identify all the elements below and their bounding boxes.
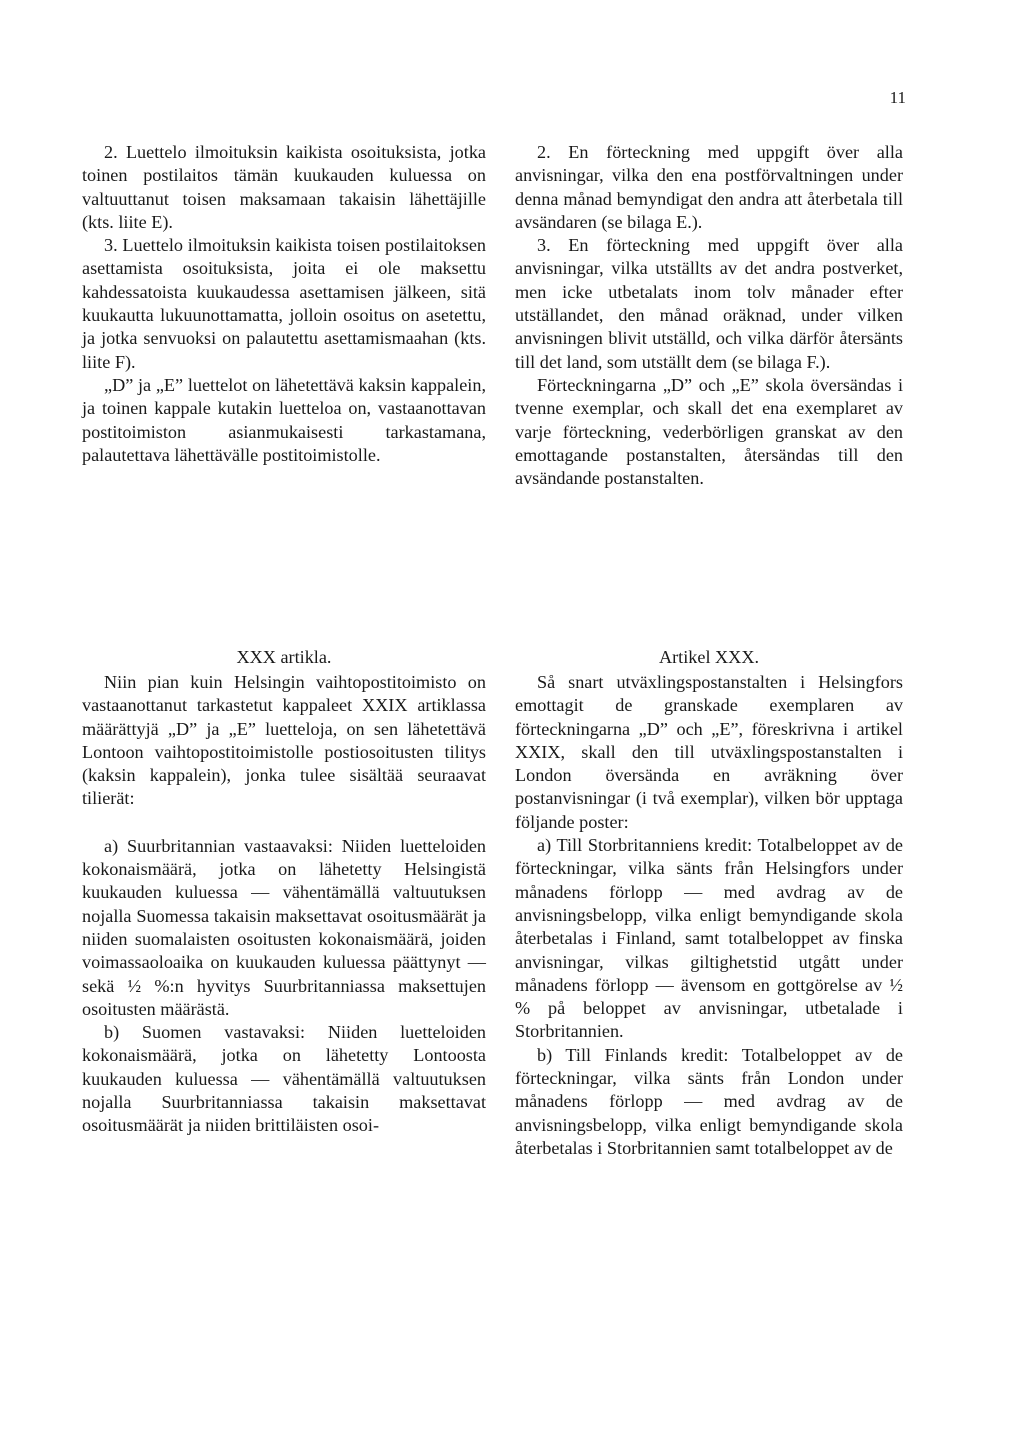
finnish-item-b: b) Suomen vastavaksi: Niiden luetteloiden kokonaismäärä, jotka on lähetetty Lontoosta kuukauden kuluessa — vähentämällä valtuutuksen nojalla Suurbritanniassa takaisin maksettavat osoitusmäärät ja niiden brittiläisten osoi- <box>82 1022 486 1136</box>
finnish-column-bottom <box>82 671 486 1138</box>
finnish-item-a: a) Suurbritannian vastaavaksi: Niiden luetteloiden kokonaismäärä, jotka on lähetetty Helsingistä kuukauden kuluessa — vähentämällä valtuutuksen nojalla Suomessa takaisin maksettavat osoitusmäärät ja niiden suomalaisten osoitusten kokonaismäärä, joiden voimassaoloaika on kuukauden kuluessa päättynyt —sekä ½ %:n hyvitys Suurbritanniassa maksettujen osoitusten määrästä. <box>82 835 486 1019</box>
finnish-paragraph-d-e: „D” ja „E” luettelot on lähetettävä kaksin kappalein, ja toinen kappale kutakin luetteloa on, vastaanottavan postitoimiston asianmukaisesti tarkastamana, palautettava lähettävälle postitoimistolle. <box>82 374 486 465</box>
finnish-paragraph-2: 2. Luettelo ilmoituksin kaikista osoituksista, jotka toinen postilaitos tämän kuukauden kuluessa on valtuuttanut toisen maksamaan takaisin lähettäjille (kts. liite E). <box>82 142 486 232</box>
swedish-paragraph-2: 2. En förteckning med uppgift över alla anvisningar, vilka den ena postförvaltningen under denna månad bemyndigat den andra att återbetala till avsändaren (se bilaga E.). <box>515 142 903 232</box>
swedish-article-heading: Artikel XXX. <box>658 647 759 667</box>
swedish-paragraph-3: 3. En förteckning med uppgift över alla anvisningar, vilka utställts av det andra postverket, men icke utbetalats inom tolv månader efter utställandet, den månad oräknad, under vilken anvisningen blivit utställd, och vilka därför återsänts till det land, som utställt dem (se bilaga F.). <box>515 235 903 372</box>
finnish-article-heading: XXX artikla. <box>236 647 332 667</box>
swedish-item-a: a) Till Storbritanniens kredit: Totalbeloppet av de förteckningar, vilka sänts från Helsingfors under månadens förlopp — med avdrag av de anvisningsbelopp, vilka enligt bemyndigande skola återbetalas i Finland, samt totalbeloppet av finska anvisningar, vilkas giltighetstid utgått under månadens förlopp — ävensom en gottgörelse av ½ % på beloppet av anvisningar, utbetalade i Storbritannien. <box>515 835 903 1042</box>
swedish-paragraph-article-intro: Så snart utväxlingspostanstalten i Helsingfors emottagit de granskade exemplaren av förteckningarna „D” och „E”, föreskrivna i artikel XXIX, skall den till utväxlingspostanstalten i London översända en avräkning över postanvisningar (i två exemplar), vilken bör upptaga följande poster: <box>515 672 903 832</box>
finnish-column-top <box>82 141 486 467</box>
swedish-column-top <box>515 141 903 490</box>
swedish-paragraph-d-e: Förteckningarna „D” och „E” skola översändas i tvenne exemplar, och skall det ena exemplaret av varje förteckning, vederbörligen granskat av den emottagande postanstalten, återsändas till den avsändande postanstalten. <box>515 374 903 489</box>
page-number: 11 <box>889 88 906 107</box>
finnish-paragraph-article-intro: Niin pian kuin Helsingin vaihtopostitoimisto on vastaanottanut tarkastetut kappaleet XXIX artiklassa määrättyjä „D” ja „E” luetteloja, on sen lähetettävä Lontoon vaihtopostitoimistolle postiosoitusten tilitys (kaksin kappalein), jonka tulee sisältää seuraavat tilierät: <box>82 672 486 809</box>
finnish-paragraph-3: 3. Luettelo ilmoituksin kaikista toisen postilaitoksen asettamista osoituksista, joita ei ole maksettu kahdessatoista kuukaudessa asettamisen jälkeen, sitä kuukautta lukuunottamatta, jolloin osoitus on asetettu, ja jotka senvuoksi on palautettu asettamismaahan (kts. liite F). <box>82 235 486 372</box>
swedish-item-b: b) Till Finlands kredit: Totalbeloppet av de förteckningar, vilka sänts från London under månadens förlopp — med avdrag av de anvisningsbelopp, vilka enligt bemyndigande skola återbetalas i Storbritannien samt totalbeloppet av de <box>515 1044 903 1158</box>
swedish-column-bottom <box>515 671 903 1160</box>
